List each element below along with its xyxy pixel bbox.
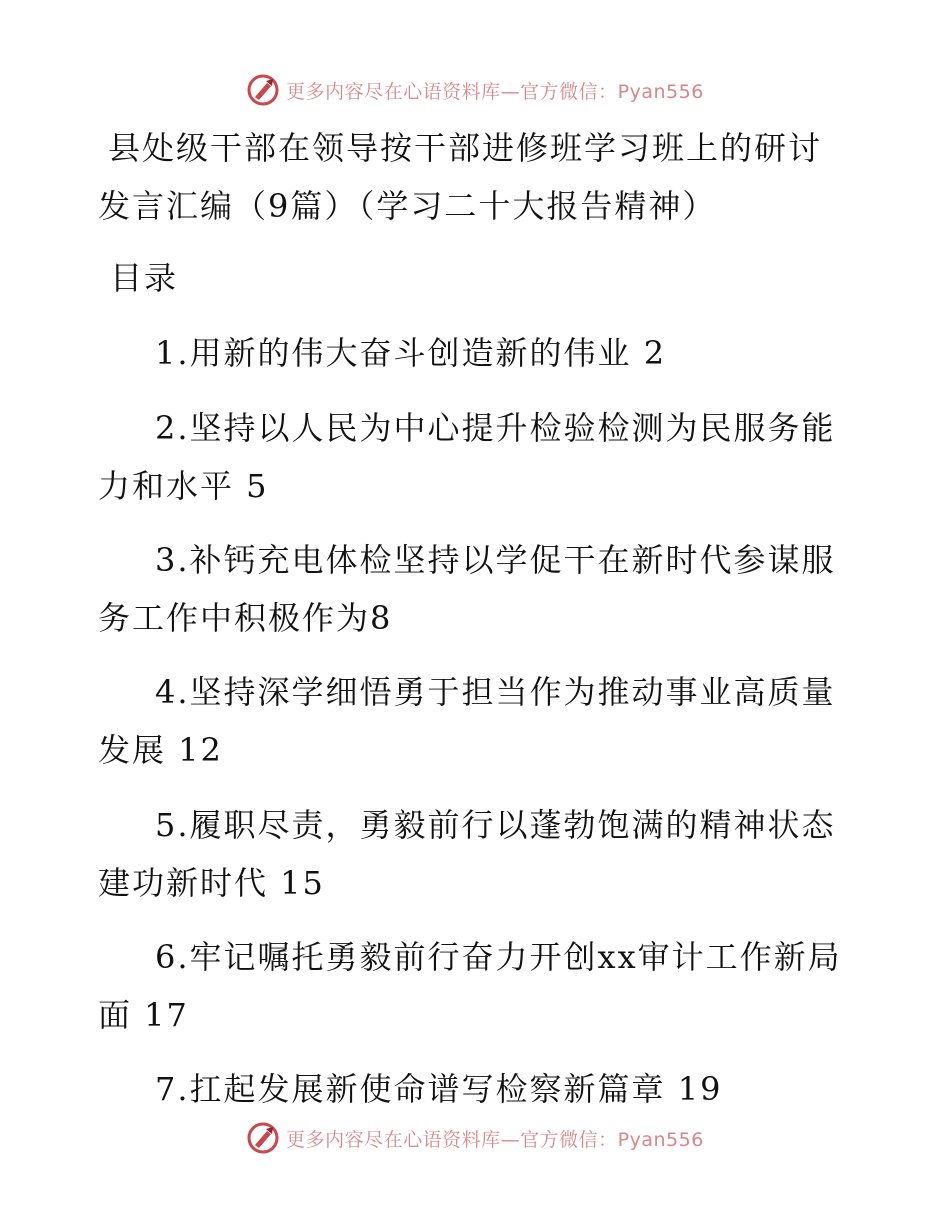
toc-item-4: 4.坚持深学细悟勇于担当作为推动事业高质量 [155,673,836,711]
toc-item-3-continued: 务工作中积极作为8 [98,599,393,637]
toc-item-5: 5.履职尽责，勇毅前行以蓬勃饱满的精神状态 [155,806,836,844]
document-title-line-1: 县处级干部在领导按干部进修班学习班上的研讨 [108,129,823,167]
toc-item-6-continued: 面 17 [98,996,189,1034]
toc-heading: 目录 [110,259,179,297]
toc-item-5-continued: 建功新时代 15 [98,864,325,902]
footer-banner [0,1118,950,1158]
pen-circle-logo-icon [246,73,280,107]
banner-text: 更多内容尽在心语资料库—官方微信：Pyan556 [286,80,704,103]
header-banner [0,70,950,110]
toc-item-7: 7.扛起发展新使命谱写检察新篇章 19 [155,1070,723,1108]
toc-item-2-continued: 力和水平 5 [98,467,269,505]
toc-item-3: 3.补钙充电体检坚持以学促干在新时代参谋服 [155,541,836,579]
toc-item-6: 6.牢记嘱托勇毅前行奋力开创xx审计工作新局 [155,938,842,976]
banner-text: 更多内容尽在心语资料库—官方微信：Pyan556 [286,1128,704,1151]
toc-item-1: 1.用新的伟大奋斗创造新的伟业 2 [155,334,667,372]
toc-item-2: 2.坚持以人民为中心提升检验检测为民服务能 [155,409,836,447]
pen-circle-logo-icon [246,1121,280,1155]
toc-item-4-continued: 发展 12 [98,731,223,769]
document-title-line-2: 发言汇编（9篇）（学习二十大报告精神） [98,187,717,225]
